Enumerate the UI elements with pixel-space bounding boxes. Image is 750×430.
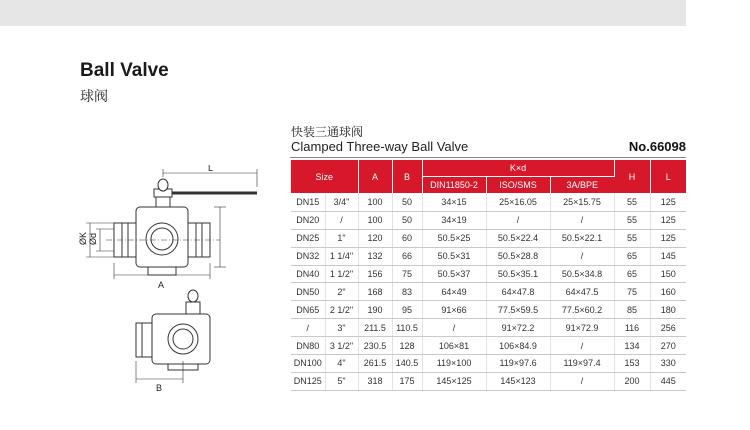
cell-b: 50 <box>392 194 422 212</box>
cell-a: 230.5 <box>358 337 392 355</box>
cell-h: 75 <box>614 283 650 301</box>
page-title: Ball Valve <box>80 60 169 81</box>
dimension-A-label: A <box>158 280 165 290</box>
cell-inch: 2" <box>325 283 358 301</box>
cell-h: 85 <box>614 301 650 319</box>
cell-3a-bpe: / <box>550 337 614 355</box>
header-H: H <box>614 160 650 194</box>
cell-din: 64×49 <box>422 283 486 301</box>
cell-inch: 1" <box>325 229 358 247</box>
cell-b: 175 <box>392 372 422 390</box>
header-size: Size <box>291 160 358 194</box>
product-name-en: Clamped Three-way Ball Valve <box>291 139 469 154</box>
cell-dn: DN65 <box>291 301 325 319</box>
cell-dn: DN15 <box>291 194 325 212</box>
cell-dn: DN32 <box>291 247 325 265</box>
page-subtitle: 球阀 <box>80 88 108 104</box>
cell-iso-sms: 106×84.9 <box>486 337 550 355</box>
spec-table <box>291 160 686 391</box>
cell-3a-bpe: / <box>550 247 614 265</box>
cell-l: 125 <box>650 194 686 212</box>
cell-iso-sms: 50.5×35.1 <box>486 265 550 283</box>
cell-h: 200 <box>614 372 650 390</box>
cell-iso-sms: 77.5×59.5 <box>486 301 550 319</box>
cell-l: 160 <box>650 283 686 301</box>
cell-a: 168 <box>358 283 392 301</box>
cell-dn: DN25 <box>291 229 325 247</box>
cell-dn: / <box>291 319 325 337</box>
cell-din: 50.5×37 <box>422 265 486 283</box>
header-Kxd: K×d <box>422 160 614 177</box>
heading-rule <box>290 157 686 158</box>
cell-b: 95 <box>392 301 422 319</box>
subheader-din: DIN11850-2 <box>422 177 486 194</box>
cell-a: 120 <box>358 229 392 247</box>
cell-iso-sms: / <box>486 211 550 229</box>
valve-technical-drawing <box>70 165 280 395</box>
table-row <box>291 319 686 337</box>
cell-a: 100 <box>358 211 392 229</box>
cell-din: 119×100 <box>422 355 486 373</box>
table-row <box>291 194 686 212</box>
cell-l: 180 <box>650 301 686 319</box>
top-banner <box>0 0 686 26</box>
cell-din: 145×125 <box>422 372 486 390</box>
cell-din: 50.5×31 <box>422 247 486 265</box>
cell-l: 125 <box>650 211 686 229</box>
cell-dn: DN40 <box>291 265 325 283</box>
table-row <box>291 265 686 283</box>
cell-l: 256 <box>650 319 686 337</box>
cell-3a-bpe: 50.5×34.8 <box>550 265 614 283</box>
cell-l: 330 <box>650 355 686 373</box>
cell-b: 75 <box>392 265 422 283</box>
spec-table-body <box>291 194 686 391</box>
table-row <box>291 301 686 319</box>
cell-iso-sms: 50.5×28.8 <box>486 247 550 265</box>
cell-inch: / <box>325 211 358 229</box>
cell-iso-sms: 64×47.8 <box>486 283 550 301</box>
table-row <box>291 355 686 373</box>
cell-3a-bpe: 50.5×22.1 <box>550 229 614 247</box>
cell-b: 128 <box>392 337 422 355</box>
cell-l: 270 <box>650 337 686 355</box>
cell-a: 261.5 <box>358 355 392 373</box>
cell-dn: DN50 <box>291 283 325 301</box>
cell-l: 150 <box>650 265 686 283</box>
table-row <box>291 229 686 247</box>
cell-din: 34×15 <box>422 194 486 212</box>
cell-h: 55 <box>614 194 650 212</box>
cell-3a-bpe: 64×47.5 <box>550 283 614 301</box>
dimension-phid-label: Ød <box>88 232 98 245</box>
cell-a: 132 <box>358 247 392 265</box>
cell-inch: 3 1/2" <box>325 337 358 355</box>
table-row <box>291 247 686 265</box>
cell-b: 140.5 <box>392 355 422 373</box>
subheader-3a-bpe: 3A/BPE <box>550 177 614 194</box>
cell-iso-sms: 119×97.6 <box>486 355 550 373</box>
cell-a: 156 <box>358 265 392 283</box>
model-number: No.66098 <box>628 139 686 154</box>
cell-a: 100 <box>358 194 392 212</box>
cell-3a-bpe: 119×97.4 <box>550 355 614 373</box>
cell-dn: DN100 <box>291 355 325 373</box>
cell-a: 318 <box>358 372 392 390</box>
dimension-B-label: B <box>156 383 163 393</box>
cell-iso-sms: 91×72.2 <box>486 319 550 337</box>
cell-3a-bpe: / <box>550 372 614 390</box>
table-row <box>291 211 686 229</box>
cell-3a-bpe: 77.5×60.2 <box>550 301 614 319</box>
table-row <box>291 372 686 390</box>
header-A: A <box>358 160 392 194</box>
cell-inch: 3/4" <box>325 194 358 212</box>
product-name-cn: 快装三通球阀 <box>291 125 364 139</box>
cell-inch: 3" <box>325 319 358 337</box>
cell-b: 50 <box>392 211 422 229</box>
cell-inch: 4" <box>325 355 358 373</box>
cell-din: 50.5×25 <box>422 229 486 247</box>
cell-a: 211.5 <box>358 319 392 337</box>
cell-3a-bpe: 91×72.9 <box>550 319 614 337</box>
cell-b: 66 <box>392 247 422 265</box>
cell-inch: 5" <box>325 372 358 390</box>
subheader-iso-sms: ISO/SMS <box>486 177 550 194</box>
cell-h: 116 <box>614 319 650 337</box>
cell-iso-sms: 25×16.05 <box>486 194 550 212</box>
cell-3a-bpe: 25×15.75 <box>550 194 614 212</box>
cell-din: / <box>422 319 486 337</box>
cell-l: 125 <box>650 229 686 247</box>
table-row <box>291 283 686 301</box>
cell-b: 60 <box>392 229 422 247</box>
table-row <box>291 337 686 355</box>
cell-din: 34×19 <box>422 211 486 229</box>
cell-dn: DN20 <box>291 211 325 229</box>
cell-b: 110.5 <box>392 319 422 337</box>
dimension-L-label: L <box>208 165 214 173</box>
cell-din: 106×81 <box>422 337 486 355</box>
cell-inch: 2 1/2" <box>325 301 358 319</box>
cell-h: 65 <box>614 265 650 283</box>
cell-a: 190 <box>358 301 392 319</box>
cell-din: 91×66 <box>422 301 486 319</box>
cell-inch: 1 1/2" <box>325 265 358 283</box>
cell-iso-sms: 50.5×22.4 <box>486 229 550 247</box>
cell-h: 55 <box>614 211 650 229</box>
cell-inch: 1 1/4" <box>325 247 358 265</box>
header-B: B <box>392 160 422 194</box>
cell-h: 55 <box>614 229 650 247</box>
header-L: L <box>650 160 686 194</box>
cell-l: 145 <box>650 247 686 265</box>
dimension-phiK-label: ØK <box>78 231 88 245</box>
cell-3a-bpe: / <box>550 211 614 229</box>
cell-h: 65 <box>614 247 650 265</box>
cell-dn: DN80 <box>291 337 325 355</box>
cell-l: 445 <box>650 372 686 390</box>
cell-iso-sms: 145×123 <box>486 372 550 390</box>
cell-h: 134 <box>614 337 650 355</box>
cell-b: 83 <box>392 283 422 301</box>
cell-h: 153 <box>614 355 650 373</box>
cell-dn: DN125 <box>291 372 325 390</box>
